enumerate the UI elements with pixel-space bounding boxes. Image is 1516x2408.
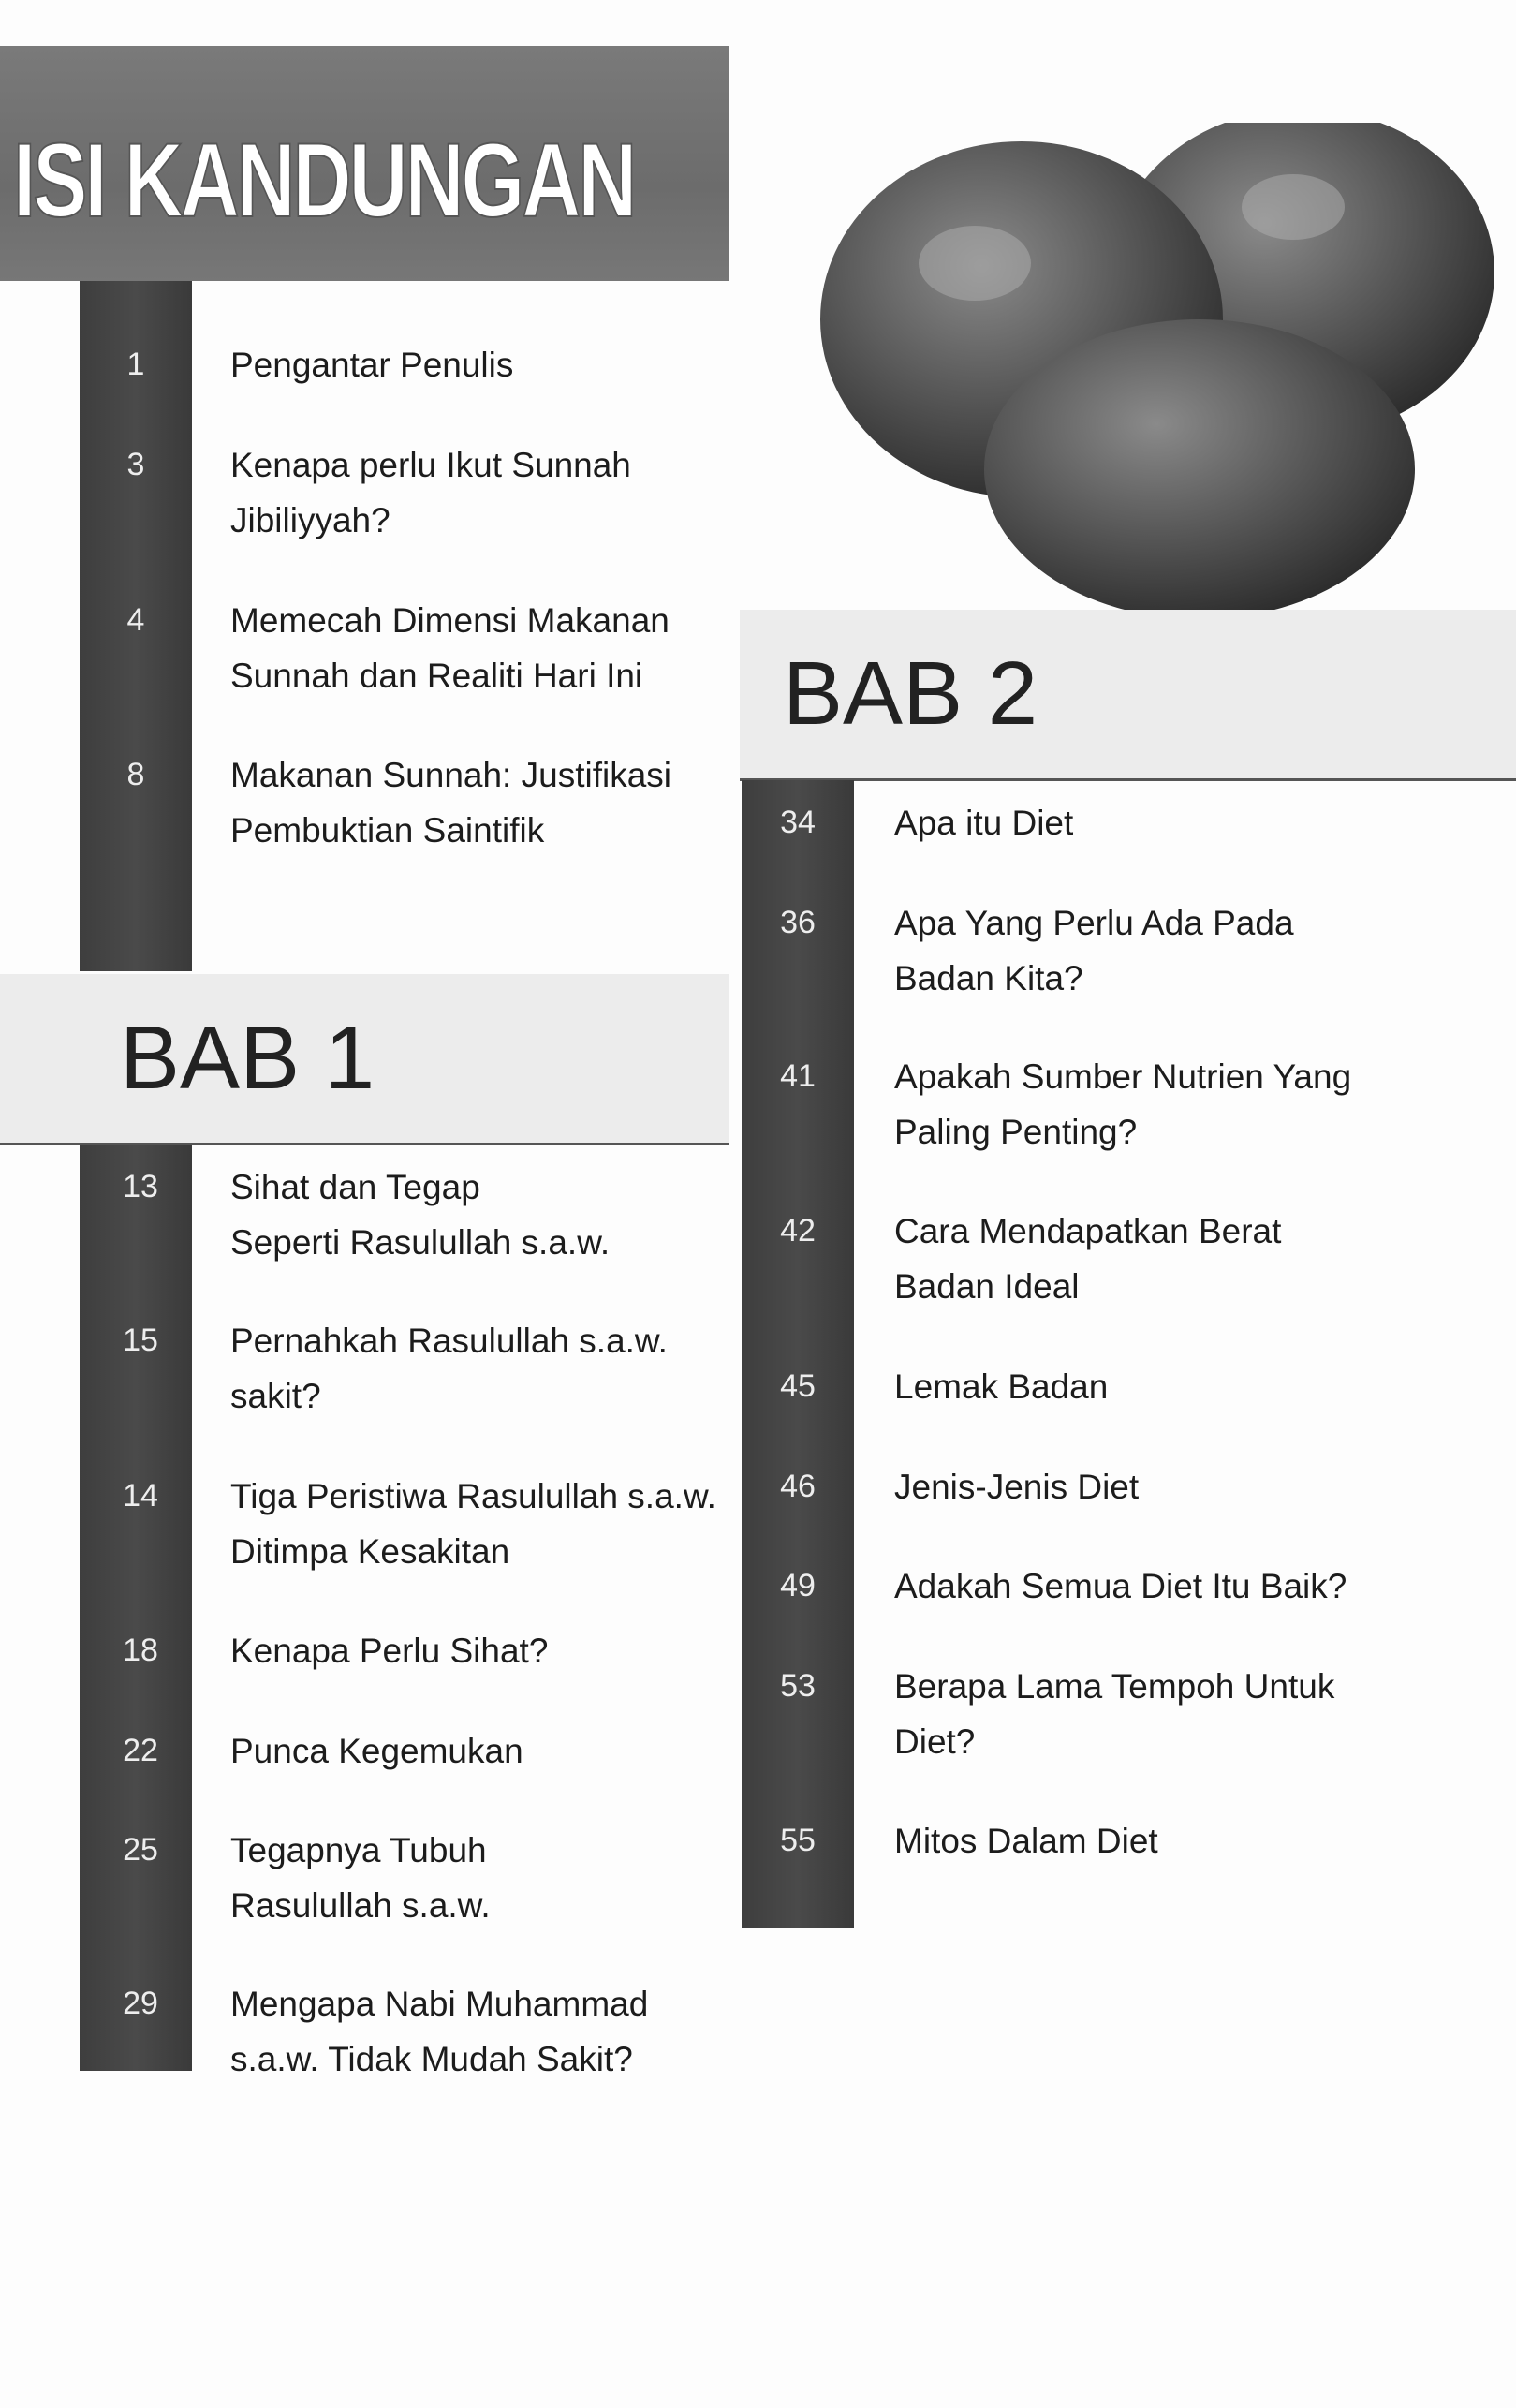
toc-entry-title-line: Pengantar Penulis <box>230 346 514 384</box>
toc-entry-title-line: Berapa Lama Tempoh Untuk <box>894 1667 1335 1706</box>
page-number: 15 <box>123 1322 158 1358</box>
toc-entry-title-line: Tiga Peristiwa Rasulullah s.a.w. <box>230 1477 716 1515</box>
toc-entry-title-line: Tegapnya Tubuh <box>230 1831 487 1869</box>
toc-entry[interactable] <box>230 1313 668 1424</box>
dates-fruit-image <box>806 123 1516 610</box>
toc-entry-title-line: s.a.w. Tidak Mudah Sakit? <box>230 2040 633 2078</box>
toc-entry-title-line: Adakah Semua Diet Itu Baik? <box>894 1567 1347 1605</box>
page-number-bar <box>80 1145 192 2071</box>
toc-entry-title-line: Kenapa perlu Ikut Sunnah <box>230 446 631 484</box>
bab1-heading: BAB 1 <box>120 1008 375 1108</box>
page-number: 18 <box>123 1632 158 1668</box>
toc-entry-title-line: Paling Penting? <box>894 1113 1138 1151</box>
toc-entry[interactable] <box>894 1659 1334 1769</box>
page-number: 3 <box>126 447 145 482</box>
toc-entry-title-line: Sihat dan Tegap <box>230 1168 480 1206</box>
toc-entry[interactable] <box>894 895 1294 1006</box>
toc-entry-title-line: Diet? <box>894 1722 976 1761</box>
toc-entry-title-line: Apakah Sumber Nutrien Yang <box>894 1057 1352 1096</box>
toc-entry-title-line: Apa itu Diet <box>894 804 1074 842</box>
toc-entry[interactable] <box>230 1823 491 1933</box>
toc-entry[interactable] <box>230 437 631 548</box>
page-number: 8 <box>126 757 145 792</box>
bab2-band <box>740 610 1516 781</box>
toc-entry[interactable] <box>894 1459 1139 1514</box>
page-number: 53 <box>780 1668 816 1704</box>
page-number: 13 <box>123 1169 158 1204</box>
toc-entry-title-line: Seperti Rasulullah s.a.w. <box>230 1223 611 1262</box>
toc-entry[interactable] <box>230 1469 716 1579</box>
toc-entry-title-line: Pernahkah Rasulullah s.a.w. <box>230 1322 668 1360</box>
page-number: 42 <box>780 1213 816 1248</box>
page-number: 4 <box>126 602 145 638</box>
toc-entry-title-line: Sunnah dan Realiti Hari Ini <box>230 657 643 695</box>
toc-entry-title-line: Punca Kegemukan <box>230 1732 523 1770</box>
bab1-band <box>0 974 729 1145</box>
page-number: 22 <box>123 1733 158 1768</box>
toc-entry-title-line: Kenapa Perlu Sihat? <box>230 1632 549 1670</box>
page-number: 34 <box>780 805 816 840</box>
page-number: 45 <box>780 1368 816 1404</box>
page-number-bar <box>742 780 854 1928</box>
toc-entry-title-line: Mitos Dalam Diet <box>894 1822 1158 1860</box>
toc-entry[interactable] <box>894 1049 1351 1160</box>
toc-entry-title-line: Ditimpa Kesakitan <box>230 1532 510 1571</box>
toc-entry-title-line: Memecah Dimensi Makanan <box>230 601 670 640</box>
toc-entry-title-line: Badan Kita? <box>894 959 1083 997</box>
toc-entry-title-line: sakit? <box>230 1377 321 1415</box>
toc-entry-title-line: Makanan Sunnah: Justifikasi <box>230 756 671 794</box>
toc-entry-title-line: Rasulullah s.a.w. <box>230 1886 491 1925</box>
toc-entry[interactable] <box>894 795 1073 850</box>
toc-entry[interactable] <box>230 1723 523 1779</box>
toc-entry[interactable] <box>894 1359 1108 1414</box>
bab2-heading: BAB 2 <box>783 643 1038 744</box>
page-number: 29 <box>123 1986 158 2021</box>
page-number: 41 <box>780 1058 816 1094</box>
toc-entry[interactable] <box>230 593 670 703</box>
page-number: 49 <box>780 1568 816 1603</box>
toc-entry[interactable] <box>230 1623 548 1678</box>
toc-entry[interactable] <box>894 1204 1281 1314</box>
toc-entry-title-line: Pembuktian Saintifik <box>230 811 545 849</box>
page-number: 25 <box>123 1832 158 1868</box>
page-number: 55 <box>780 1823 816 1858</box>
toc-entry-title-line: Mengapa Nabi Muhammad <box>230 1985 649 2023</box>
toc-entry[interactable] <box>230 747 671 858</box>
toc-entry[interactable] <box>230 1160 610 1270</box>
title-banner <box>0 46 729 281</box>
toc-entry[interactable] <box>230 337 513 392</box>
toc-entry[interactable] <box>894 1559 1347 1614</box>
toc-entry-title-line: Jenis-Jenis Diet <box>894 1468 1140 1506</box>
page-number: 1 <box>126 347 145 382</box>
toc-entry-title-line: Jibiliyyah? <box>230 501 390 539</box>
toc-entry-title-line: Lemak Badan <box>894 1367 1109 1406</box>
page-title: ISI KANDUNGAN <box>13 122 635 239</box>
page-number: 46 <box>780 1469 816 1504</box>
page-number: 14 <box>123 1478 158 1514</box>
toc-entry-title-line: Apa Yang Perlu Ada Pada <box>894 904 1294 942</box>
toc-entry-title-line: Cara Mendapatkan Berat <box>894 1212 1282 1250</box>
toc-entry[interactable] <box>894 1813 1158 1869</box>
toc-entry[interactable] <box>230 1976 648 2087</box>
toc-entry-title-line: Badan Ideal <box>894 1267 1080 1306</box>
page-number: 36 <box>780 905 816 940</box>
